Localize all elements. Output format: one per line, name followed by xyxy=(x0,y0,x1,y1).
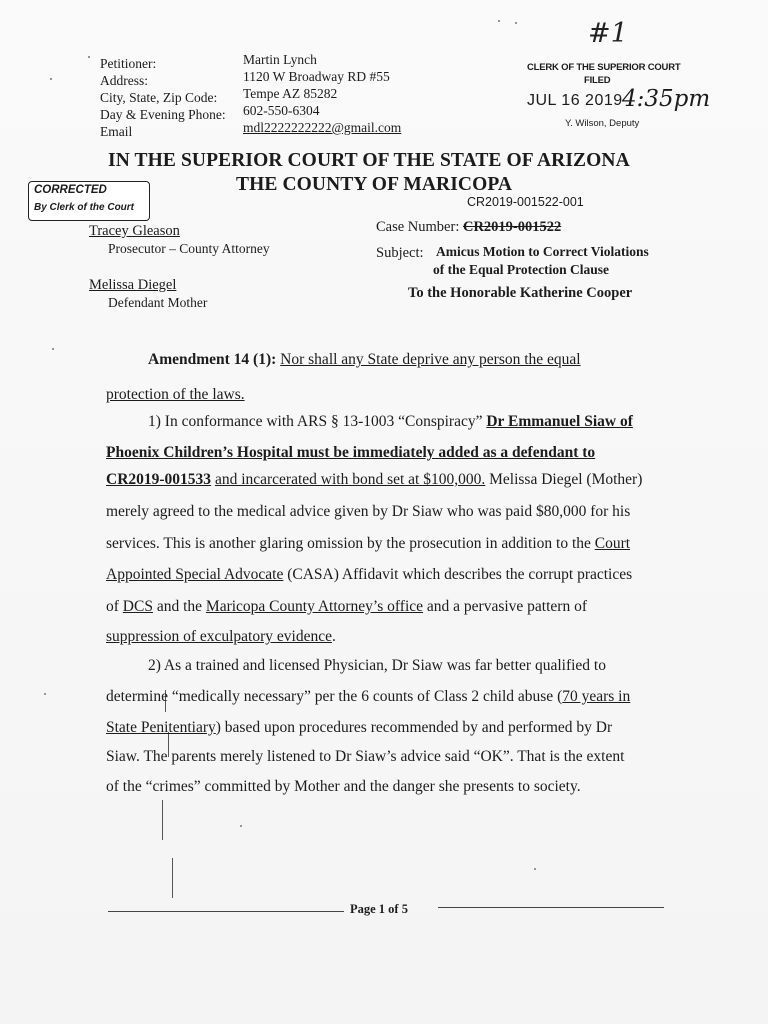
text-span: and the xyxy=(156,598,203,615)
text-span: Dr Emmanuel Siaw of xyxy=(486,413,633,430)
text-span: services. This is another glaring omission by the prosecution in addition to the xyxy=(106,535,591,552)
paragraph-2-line-2 xyxy=(106,687,630,707)
text-span: . xyxy=(331,628,336,645)
case-number xyxy=(376,219,561,236)
text-span: DCS xyxy=(122,598,153,615)
email-value: mdl2222222222@gmail.com xyxy=(243,120,402,135)
scan-speck xyxy=(498,20,500,22)
email-label: Email xyxy=(100,124,133,139)
prosecutor-role: Prosecutor – County Attorney xyxy=(108,241,270,256)
address-value: 1120 W Broadway RD #55 xyxy=(243,69,390,84)
text-span: State Penitentiary xyxy=(106,719,216,736)
paragraph-1-line-5 xyxy=(106,534,630,554)
case-number-label: Case Number: xyxy=(376,219,460,235)
judge-addressee: To the Honorable Katherine Cooper xyxy=(408,285,633,301)
phone-label: Day & Evening Phone: xyxy=(100,107,226,122)
paragraph-1-line-3 xyxy=(106,470,642,490)
text-span: suppression of exculpatory evidence xyxy=(106,628,332,645)
petitioner-label: Petitioner: xyxy=(100,56,157,71)
city-state-zip-label: City, State, Zip Code: xyxy=(100,90,218,105)
amendment-label: Amendment 14 (1): xyxy=(148,351,277,368)
address-label: Address: xyxy=(100,73,148,88)
paragraph-1-line-1 xyxy=(148,412,633,432)
subject-label: Subject: xyxy=(376,245,424,261)
paragraph-1-line-2: Phoenix Children’s Hospital must be immediately added as a defendant to xyxy=(106,444,596,461)
corrected-stamp xyxy=(28,181,150,221)
paragraph-2-line-4: Siaw. The parents merely listened to Dr Siaw’s advice said “OK”. That is the extent xyxy=(106,748,625,765)
text-span: Appointed Special Advocate xyxy=(106,566,284,583)
court-title: IN THE SUPERIOR COURT OF THE STATE OF ARIZONA xyxy=(108,150,630,171)
prosecutor-name: Tracey Gleason xyxy=(89,223,180,239)
footer-rule-left xyxy=(108,911,344,912)
scan-speck xyxy=(515,22,517,24)
footer-rule-right xyxy=(438,907,664,908)
scan-speck xyxy=(50,78,52,80)
text-span: ) based upon procedures recommended by and performed by Dr xyxy=(215,719,613,736)
paragraph-2-line-1: 2) As a trained and licensed Physician, Dr Siaw was far better qualified to xyxy=(148,657,606,674)
clerk-stamp-filed: FILED xyxy=(584,75,611,86)
subject-line-1: Amicus Motion to Correct Violations xyxy=(436,244,649,259)
county-title: THE COUNTY OF MARICOPA xyxy=(236,174,513,195)
text-span: and a pervasive pattern of xyxy=(426,598,587,615)
amendment-line-1 xyxy=(148,350,581,370)
filed-date: JUL 16 2019 xyxy=(527,92,623,109)
paragraph-1-line-8 xyxy=(106,627,336,647)
subject-line-2: of the Equal Protection Clause xyxy=(433,262,609,277)
text-span: 70 years in xyxy=(562,688,631,705)
corrected-case-number: CR2019-001522-001 xyxy=(467,195,584,209)
corrected-by-clerk: By Clerk of the Court xyxy=(34,202,135,213)
defendant-name: Melissa Diegel xyxy=(89,277,177,293)
paragraph-2-line-3 xyxy=(106,718,612,738)
paragraph-1-line-4: merely agreed to the medical advice given by Dr Siaw who was paid $80,000 for his xyxy=(106,503,631,520)
scan-mark xyxy=(172,858,173,898)
defendant-role: Defendant Mother xyxy=(108,295,208,310)
text-span: CR2019-001533 xyxy=(106,471,212,488)
text-span: determine “medically necessary” per the 6 counts of Class 2 child abuse ( xyxy=(106,688,563,705)
paragraph-1-line-7 xyxy=(106,597,587,617)
phone-value: 602-550-6304 xyxy=(243,103,320,118)
text-span: and incarcerated with bond set at $100,000. xyxy=(214,471,486,488)
scan-speck xyxy=(240,825,242,827)
text-span: Court xyxy=(594,535,631,552)
clerk-deputy: Y. Wilson, Deputy xyxy=(565,118,640,129)
page-number: Page 1 of 5 xyxy=(350,902,408,916)
text-span: (CASA) Affidavit which describes the corrupt practices xyxy=(287,566,633,583)
text-span: Melissa Diegel (Mother) xyxy=(489,471,643,488)
amendment-text-1: Nor shall any State deprive any person the equal xyxy=(280,351,581,368)
case-number-old: CR2019-001522 xyxy=(462,219,562,235)
corrected-label: CORRECTED xyxy=(34,184,107,196)
city-state-zip-value: Tempe AZ 85282 xyxy=(243,86,338,101)
scan-speck xyxy=(52,348,54,350)
petitioner-name: Martin Lynch xyxy=(243,52,317,67)
amendment-text-2: protection of the laws. xyxy=(106,386,245,403)
handwritten-number: #1 xyxy=(588,18,628,49)
paragraph-1-line-6 xyxy=(106,565,632,585)
text-span: of xyxy=(106,598,119,615)
handwritten-time: 4:35pm xyxy=(622,86,711,112)
scan-speck xyxy=(44,693,46,695)
paragraph-2-line-5: of the “crimes” committed by Mother and the danger she presents to society. xyxy=(106,778,581,795)
scan-speck xyxy=(534,868,536,870)
clerk-stamp-title: CLERK OF THE SUPERIOR COURT xyxy=(527,62,681,73)
scan-mark xyxy=(162,800,163,840)
text-span: Maricopa County Attorney’s office xyxy=(205,598,424,615)
text-span: 1) In conformance with ARS § 13-1003 “Conspiracy” xyxy=(148,413,483,430)
scan-speck xyxy=(88,56,90,58)
